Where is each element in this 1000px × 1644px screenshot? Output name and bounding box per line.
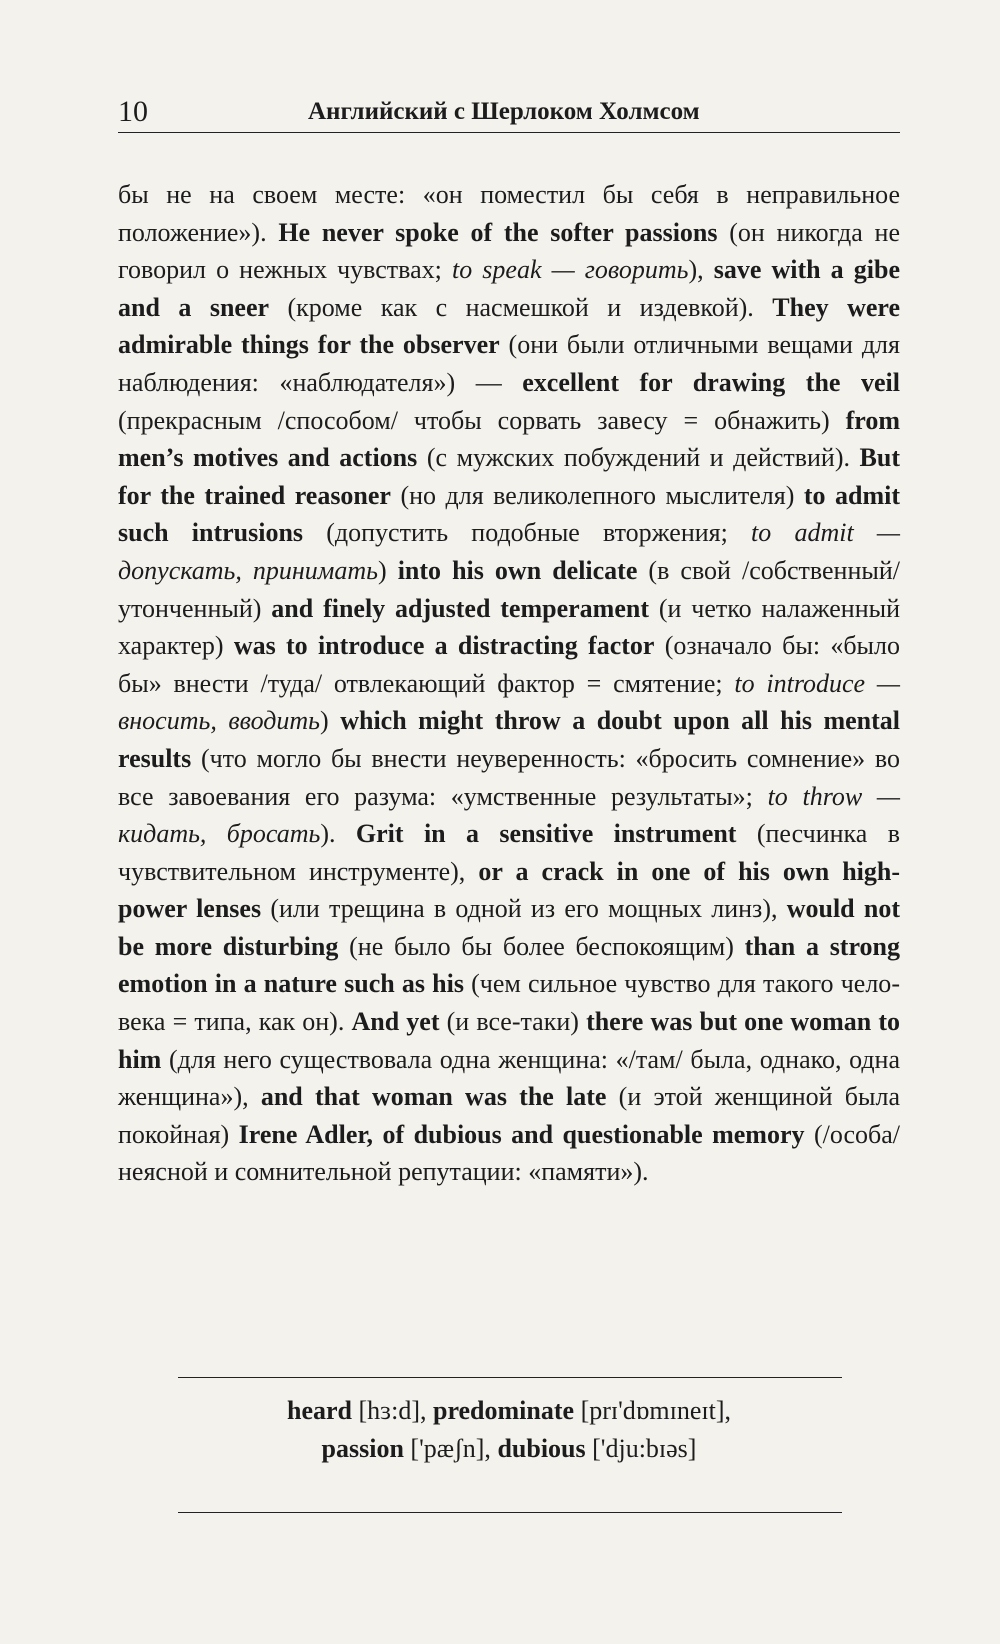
segment-text-42: (для него существовала одна женщина: «/там/ была, однако, одна женщина»), bbox=[118, 1044, 900, 1112]
running-title: Английский с Шерлоком Холмсом bbox=[308, 98, 700, 125]
pronunciation-line-1 bbox=[118, 1392, 900, 1430]
segment-italic-3: to speak — говорить bbox=[451, 255, 689, 285]
segment-text-24: (означало бы: «было бы» внести /туда/ отвлекающий фактор = смятение; bbox=[118, 631, 900, 698]
segment-bold-5: save with a gibe and a sneer bbox=[118, 255, 900, 322]
segment-italic-29: to throw — кидать, бросать bbox=[118, 781, 901, 849]
segment-text-18: ) bbox=[378, 555, 398, 585]
segment-italic-17: to admit — допускать, принимать bbox=[118, 518, 901, 585]
pron2-text-3: ['dju:bɪəs] bbox=[585, 1433, 697, 1463]
segment-text-34: (или трещина в одной из его мощных линз), bbox=[261, 894, 787, 924]
segment-text-4: ), bbox=[688, 255, 714, 285]
segment-bold-33: or a crack in one of his own high-power lenses bbox=[118, 856, 900, 924]
segment-text-14: (но для великолепного мыслителя) bbox=[390, 480, 804, 510]
divider-bottom bbox=[178, 1512, 842, 1513]
pron2-text-1: ['pæʃn], bbox=[403, 1433, 498, 1463]
segment-text-36: (не было бы более беспокоящим) bbox=[338, 931, 745, 961]
segment-text-6: (кроме как с насмешкой и издевкой). bbox=[269, 292, 773, 322]
segment-bold-35: would not be more disturbing bbox=[118, 894, 900, 961]
segment-text-20: (в свой /собственный/ утонченный) bbox=[118, 555, 900, 623]
pronunciation-block bbox=[118, 1392, 900, 1467]
segment-text-26: ) bbox=[320, 706, 341, 736]
segment-bold-45: Irene Adler, of dubious and questionable memory bbox=[238, 1119, 805, 1149]
segment-text-46: (/особа/ неясной и сомнительной репутации: «памяти»). bbox=[118, 1119, 901, 1187]
segment-bold-13: But for the trained reasoner bbox=[118, 443, 901, 510]
pron1-bold-0: heard bbox=[287, 1396, 353, 1425]
segment-text-10: (прекрасным /способом/ чтобы сорвать завесу = обнажить) bbox=[118, 405, 846, 435]
segment-bold-41: there was but one woman to him bbox=[118, 1007, 900, 1074]
segment-bold-27: which might throw a doubt upon all his mental results bbox=[118, 706, 900, 773]
pron1-text-3: [prɪ'dɒmɪneɪt], bbox=[574, 1396, 731, 1425]
segment-text-2: (он никогда не говорил о нежных чувствах; bbox=[118, 217, 901, 285]
segment-text-12: (с мужских побуждений и действий). bbox=[417, 443, 860, 473]
page-number: 10 bbox=[118, 95, 148, 128]
pron1-text-1: [hɜ:d], bbox=[352, 1396, 433, 1425]
segment-text-32: (песчинка в чувствительном инструменте), bbox=[118, 819, 900, 886]
segment-bold-9: excellent for drawing the veil bbox=[522, 367, 900, 397]
segment-text-38: (чем сильное чувство для такого человека = типа, как он). bbox=[118, 969, 900, 1037]
segment-text-28: (что могло бы внести неуверенность: «бросить сомнение» во все завоевания его разума: «умственные результаты»; bbox=[118, 743, 900, 811]
segment-bold-31: Grit in a sensitive instrument bbox=[355, 819, 737, 849]
segment-text-44: (и этой женщиной была покойная) bbox=[118, 1082, 900, 1149]
segment-bold-39: And yet bbox=[351, 1007, 440, 1037]
segment-bold-37: than a strong emotion in a nature such as his bbox=[118, 931, 901, 999]
page-header bbox=[118, 92, 900, 133]
divider-top bbox=[178, 1377, 842, 1378]
segment-italic-25: to introduce — вносить, вводить bbox=[118, 668, 901, 736]
segment-text-40: (и все-таки) bbox=[439, 1007, 587, 1037]
body-paragraph bbox=[118, 176, 900, 1191]
segment-bold-43: and that woman was the late bbox=[260, 1082, 607, 1112]
pron1-bold-2: predominate bbox=[432, 1396, 575, 1425]
pron2-bold-2: dubious bbox=[497, 1433, 586, 1463]
segment-text-8: (они были отличными вещами для наблюдения: «наблюдателя») — bbox=[118, 330, 900, 397]
segment-bold-19: into his own delicate bbox=[397, 555, 638, 585]
pronunciation-line-2 bbox=[118, 1430, 900, 1468]
segment-bold-15: to admit such intrusions bbox=[118, 480, 900, 548]
segment-bold-1: He never spoke of the softer passions bbox=[278, 217, 718, 247]
segment-bold-23: was to introduce a distracting factor bbox=[233, 631, 655, 661]
segment-bold-11: from men’s motives and actions bbox=[118, 405, 900, 473]
segment-text-30: ). bbox=[320, 819, 356, 849]
segment-bold-21: and finely adjusted temperament bbox=[271, 593, 649, 623]
segment-text-16: (допустить подобные вторжения; bbox=[303, 518, 752, 548]
segment-bold-7: They were admirable things for the observer bbox=[118, 292, 900, 360]
segment-text-0: бы не на своем месте: «он поместил бы себя в неправильное положение»). bbox=[118, 180, 900, 247]
segment-text-22: (и четко налаженный характер) bbox=[118, 593, 901, 661]
pron2-bold-0: passion bbox=[321, 1433, 404, 1463]
